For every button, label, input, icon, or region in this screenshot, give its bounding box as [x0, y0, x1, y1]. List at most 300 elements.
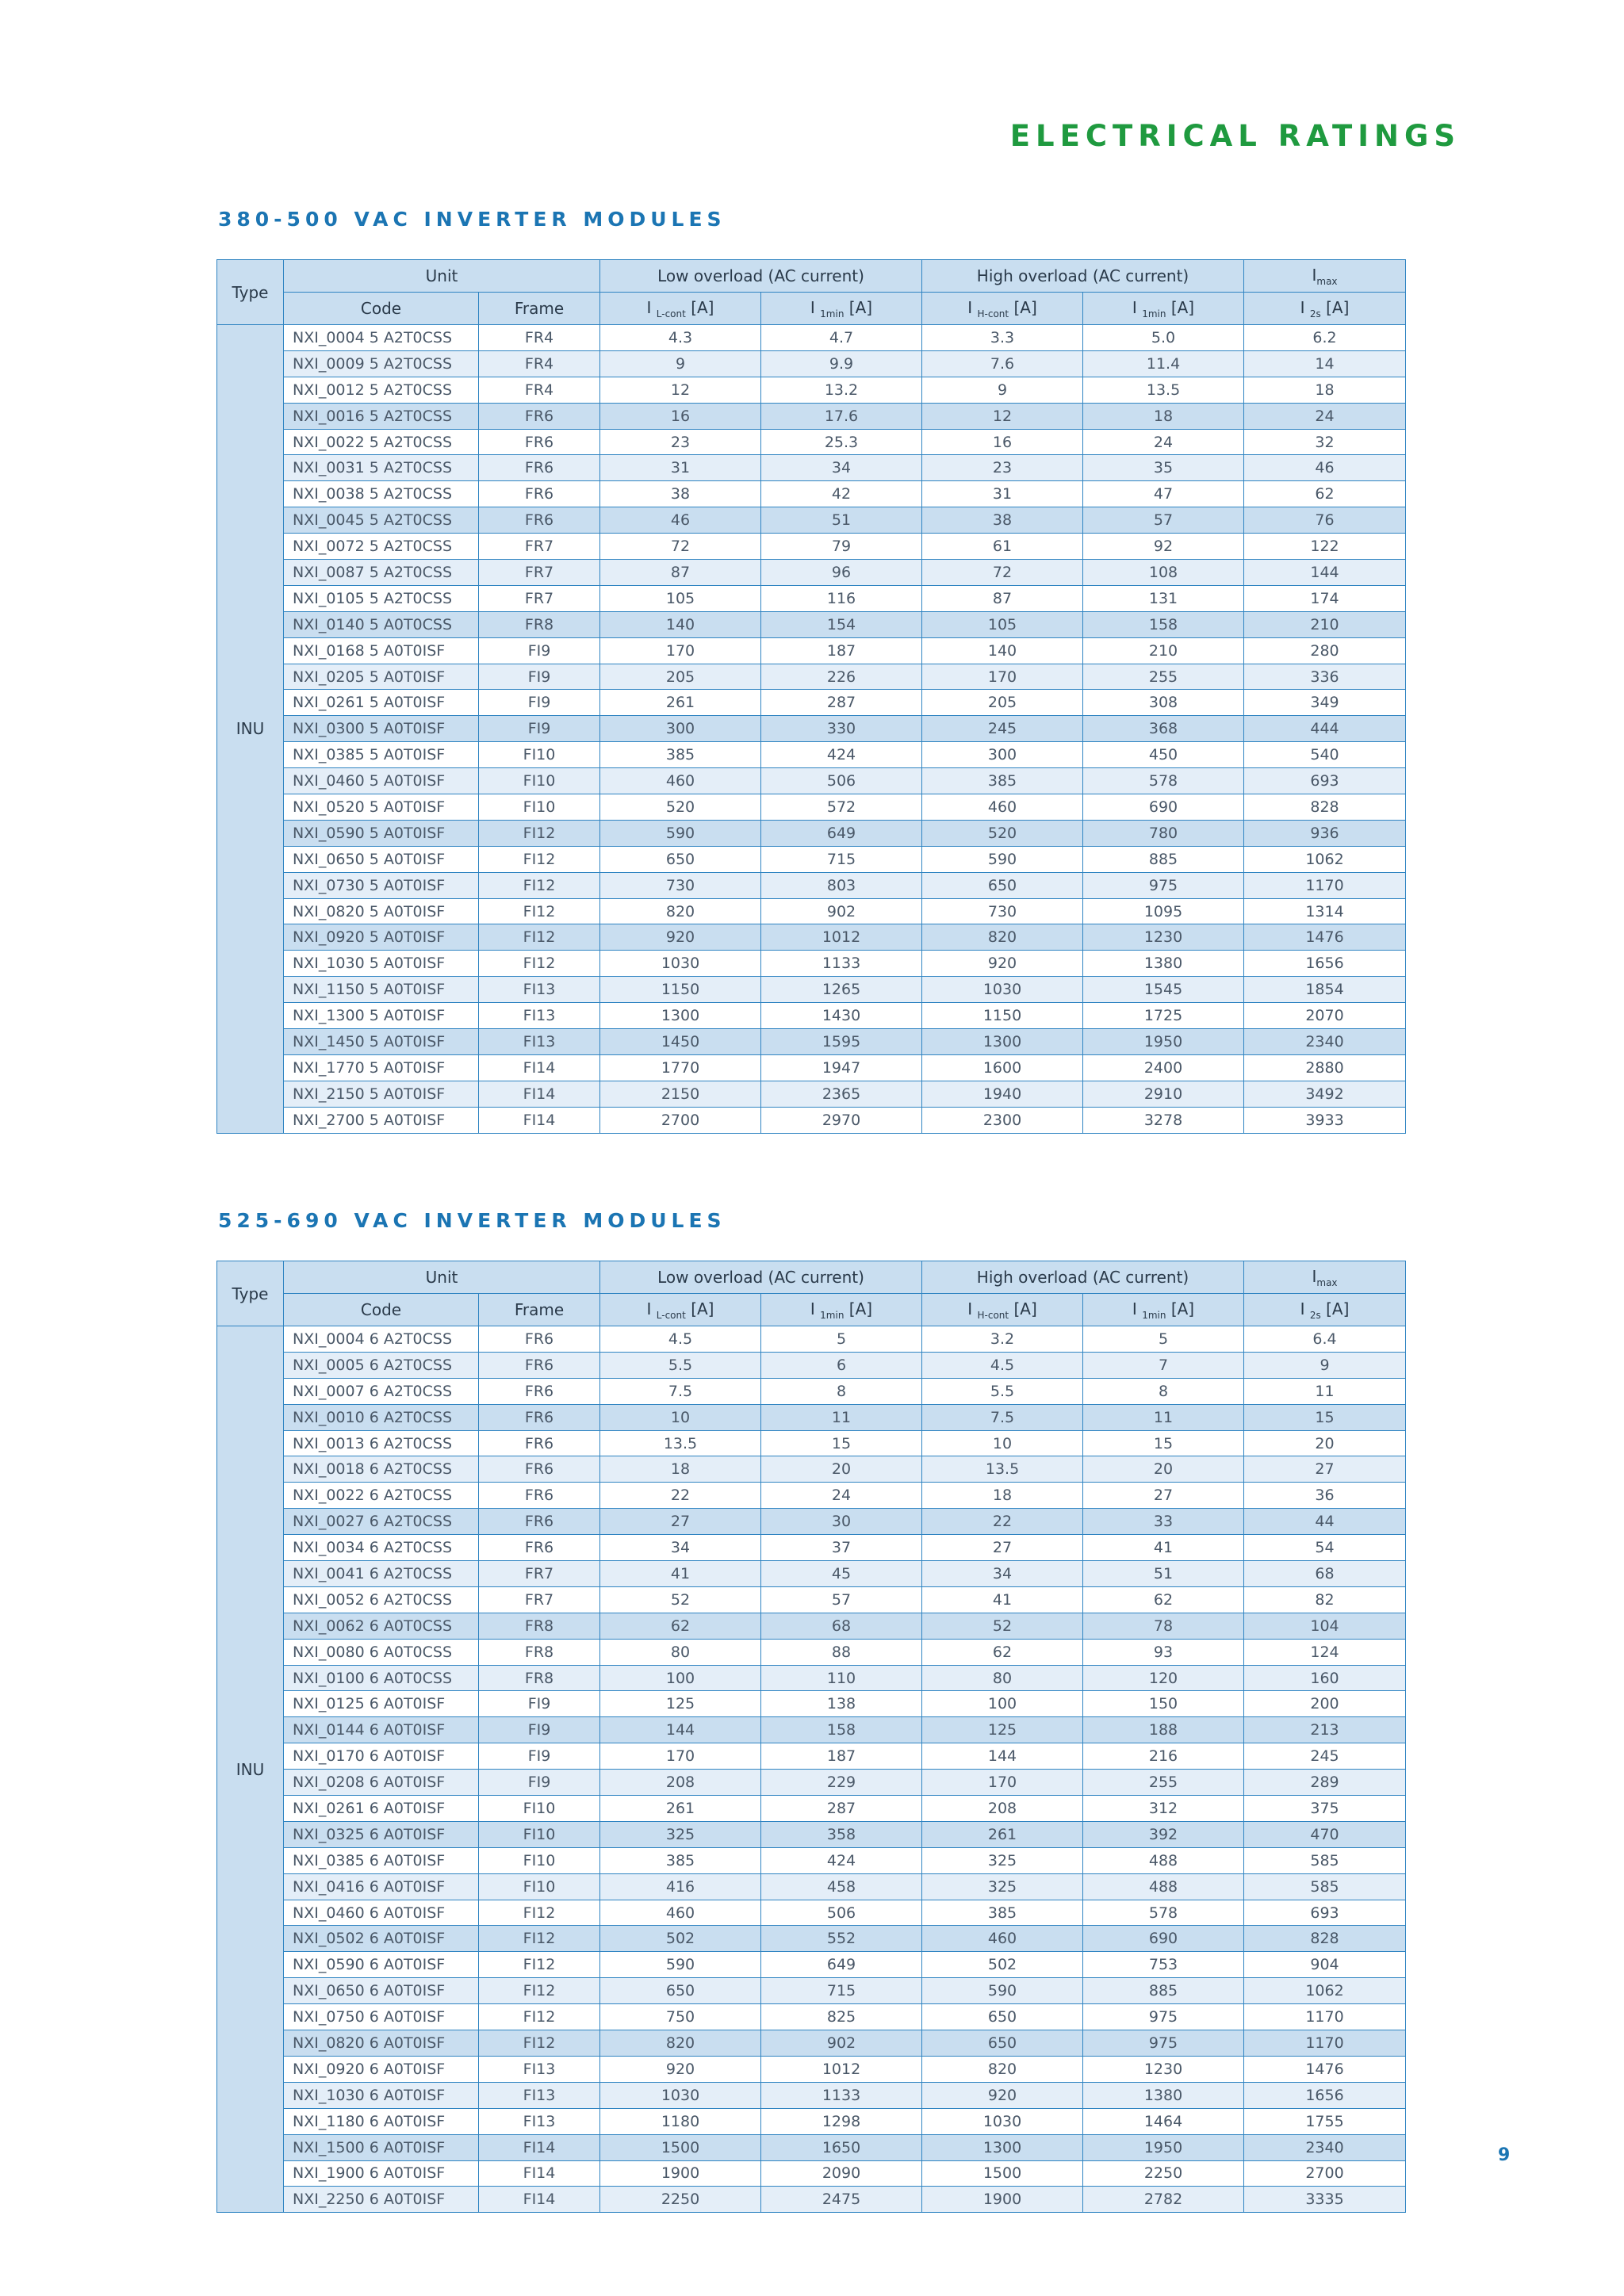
- ih-cont-cell: 261: [922, 1821, 1083, 1847]
- ih-cont-cell: 140: [922, 637, 1083, 664]
- code-cell: NXI_0460 6 A0T0ISF: [284, 1900, 479, 1926]
- code-cell: NXI_0261 6 A0T0ISF: [284, 1796, 479, 1822]
- code-cell: NXI_0062 6 A0T0CSS: [284, 1613, 479, 1639]
- ih-1min-cell: 312: [1083, 1796, 1244, 1822]
- code-cell: NXI_0031 5 A2T0CSS: [284, 455, 479, 481]
- il-1min-cell: 424: [761, 1847, 922, 1873]
- ih-1min-cell: 450: [1083, 742, 1244, 768]
- frame-cell: FI13: [479, 2082, 600, 2108]
- frame-cell: FR6: [479, 481, 600, 507]
- code-cell: NXI_0052 6 A2T0CSS: [284, 1586, 479, 1613]
- ih-1min-cell: 1464: [1083, 2108, 1244, 2134]
- ih-cont-cell: 7.6: [922, 350, 1083, 377]
- i2s-cell: 24: [1244, 403, 1406, 429]
- code-cell: NXI_0144 6 A0T0ISF: [284, 1717, 479, 1743]
- ih-1min-cell: 488: [1083, 1847, 1244, 1873]
- ih-1min-cell: 578: [1083, 1900, 1244, 1926]
- il-cont-cell: 105: [600, 585, 761, 611]
- frame-cell: FI9: [479, 637, 600, 664]
- frame-cell: FI9: [479, 664, 600, 690]
- il-1min-cell: 37: [761, 1535, 922, 1561]
- i2s-cell: 160: [1244, 1665, 1406, 1691]
- ih-cont-cell: 41: [922, 1586, 1083, 1613]
- ih-cont-cell: 62: [922, 1639, 1083, 1665]
- il-1min-cell: 715: [761, 846, 922, 872]
- table-row: [217, 1821, 1406, 1847]
- code-cell: NXI_0920 6 A0T0ISF: [284, 2056, 479, 2082]
- i2s-cell: 124: [1244, 1639, 1406, 1665]
- ih-cont-cell: 13.5: [922, 1456, 1083, 1483]
- table-row: [217, 1900, 1406, 1926]
- frame-cell: FI14: [479, 1107, 600, 1133]
- il-1min-cell: 715: [761, 1978, 922, 2004]
- ih-cont-cell: 52: [922, 1613, 1083, 1639]
- ih-1min-cell: 308: [1083, 690, 1244, 716]
- il-cont-cell: 590: [600, 820, 761, 846]
- frame-cell: FR6: [479, 403, 600, 429]
- il-cont-cell: 1030: [600, 951, 761, 977]
- table-row: [217, 1326, 1406, 1353]
- il-1min-cell: 1947: [761, 1054, 922, 1081]
- code-cell: NXI_0018 6 A2T0CSS: [284, 1456, 479, 1483]
- il-cont-cell: 140: [600, 611, 761, 637]
- code-cell: NXI_0590 5 A0T0ISF: [284, 820, 479, 846]
- il-1min-cell: 158: [761, 1717, 922, 1743]
- il-1min-cell: 187: [761, 1743, 922, 1770]
- code-cell: NXI_0027 6 A2T0CSS: [284, 1509, 479, 1535]
- ih-cont-cell: 520: [922, 820, 1083, 846]
- ih-cont-cell: 2300: [922, 1107, 1083, 1133]
- ih-cont-cell: 300: [922, 742, 1083, 768]
- table-row: [217, 977, 1406, 1003]
- il-1min-cell: 287: [761, 690, 922, 716]
- ih-cont-cell: 3.3: [922, 325, 1083, 351]
- table-row: [217, 1978, 1406, 2004]
- il-cont-cell: 38: [600, 481, 761, 507]
- table-row: [217, 1352, 1406, 1378]
- il-cont-cell: 385: [600, 1847, 761, 1873]
- frame-cell: FR8: [479, 1665, 600, 1691]
- il-1min-header: I $_{1min}$ [A]: [761, 293, 922, 325]
- ih-cont-cell: 1300: [922, 1029, 1083, 1055]
- code-cell: NXI_1450 5 A0T0ISF: [284, 1029, 479, 1055]
- frame-cell: FI14: [479, 1081, 600, 1107]
- il-cont-cell: 22: [600, 1483, 761, 1509]
- ih-1min-cell: 885: [1083, 846, 1244, 872]
- i2s-cell: 904: [1244, 1952, 1406, 1978]
- ih-1min-cell: 27: [1083, 1483, 1244, 1509]
- table-row: [217, 2160, 1406, 2187]
- code-cell: NXI_0168 5 A0T0ISF: [284, 637, 479, 664]
- frame-cell: FI10: [479, 768, 600, 794]
- table-row: [217, 1926, 1406, 1952]
- ih-cont-cell: 144: [922, 1743, 1083, 1770]
- ih-cont-cell: 34: [922, 1561, 1083, 1587]
- code-cell: NXI_0205 5 A0T0ISF: [284, 664, 479, 690]
- imax-header: $I_{max}$: [1244, 1261, 1406, 1294]
- i2s-cell: 15: [1244, 1404, 1406, 1430]
- i2s-cell: 2070: [1244, 1003, 1406, 1029]
- il-1min-cell: 649: [761, 1952, 922, 1978]
- ih-1min-cell: 2782: [1083, 2187, 1244, 2213]
- table-row: [217, 2030, 1406, 2057]
- frame-cell: FR7: [479, 1586, 600, 1613]
- code-cell: NXI_0300 5 A0T0ISF: [284, 716, 479, 742]
- section-title-380-500: 380-500 VAC INVERTER MODULES: [218, 208, 726, 231]
- il-1min-cell: 30: [761, 1509, 922, 1535]
- frame-cell: FI9: [479, 690, 600, 716]
- ih-1min-cell: 78: [1083, 1613, 1244, 1639]
- i2s-cell: 3335: [1244, 2187, 1406, 2213]
- frame-cell: FI13: [479, 1003, 600, 1029]
- table-row: [217, 742, 1406, 768]
- ih-cont-cell: 1300: [922, 2134, 1083, 2160]
- table-row: [217, 1770, 1406, 1796]
- type-header: Type: [217, 1261, 284, 1326]
- i2s-cell: 828: [1244, 1926, 1406, 1952]
- il-cont-cell: 27: [600, 1509, 761, 1535]
- il-cont-cell: 52: [600, 1586, 761, 1613]
- ih-cont-cell: 3.2: [922, 1326, 1083, 1353]
- il-1min-cell: 552: [761, 1926, 922, 1952]
- code-cell: NXI_0820 6 A0T0ISF: [284, 2030, 479, 2057]
- frame-cell: FI12: [479, 1978, 600, 2004]
- il-1min-cell: 110: [761, 1665, 922, 1691]
- ih-cont-cell: 12: [922, 403, 1083, 429]
- code-cell: NXI_0261 5 A0T0ISF: [284, 690, 479, 716]
- i2s-cell: 349: [1244, 690, 1406, 716]
- frame-cell: FI9: [479, 1743, 600, 1770]
- ih-1min-cell: 1950: [1083, 2134, 1244, 2160]
- il-1min-cell: 229: [761, 1770, 922, 1796]
- il-1min-cell: 1298: [761, 2108, 922, 2134]
- frame-cell: FR4: [479, 350, 600, 377]
- code-cell: NXI_0105 5 A2T0CSS: [284, 585, 479, 611]
- table-row: [217, 325, 1406, 351]
- ih-1min-cell: 47: [1083, 481, 1244, 507]
- il-cont-cell: 2700: [600, 1107, 761, 1133]
- ih-1min-cell: 15: [1083, 1430, 1244, 1456]
- type-header: Type: [217, 260, 284, 325]
- il-1min-cell: 1133: [761, 2082, 922, 2108]
- i2s-cell: 200: [1244, 1691, 1406, 1717]
- il-1min-cell: 649: [761, 820, 922, 846]
- ih-cont-cell: 385: [922, 768, 1083, 794]
- il-1min-cell: 1265: [761, 977, 922, 1003]
- ih-1min-cell: 131: [1083, 585, 1244, 611]
- ih-cont-cell: 1500: [922, 2160, 1083, 2187]
- il-cont-cell: 72: [600, 534, 761, 560]
- i2s-header: I $_{2s}$ [A]: [1244, 1294, 1406, 1326]
- table-row: [217, 1873, 1406, 1900]
- il-1min-cell: 287: [761, 1796, 922, 1822]
- il-cont-cell: 920: [600, 924, 761, 951]
- il-cont-cell: 16: [600, 403, 761, 429]
- code-cell: NXI_1300 5 A0T0ISF: [284, 1003, 479, 1029]
- i2s-cell: 1755: [1244, 2108, 1406, 2134]
- frame-cell: FR6: [479, 1326, 600, 1353]
- code-cell: NXI_1180 6 A0T0ISF: [284, 2108, 479, 2134]
- table-row: [217, 585, 1406, 611]
- il-cont-cell: 920: [600, 2056, 761, 2082]
- il-1min-cell: 1012: [761, 2056, 922, 2082]
- il-cont-cell: 460: [600, 768, 761, 794]
- il-cont-cell: 502: [600, 1926, 761, 1952]
- ih-cont-cell: 1940: [922, 1081, 1083, 1107]
- ih-cont-cell: 125: [922, 1717, 1083, 1743]
- code-cell: NXI_0072 5 A2T0CSS: [284, 534, 479, 560]
- i2s-cell: 6.2: [1244, 325, 1406, 351]
- table-row: [217, 377, 1406, 403]
- il-1min-cell: 803: [761, 872, 922, 898]
- table-row: [217, 1665, 1406, 1691]
- code-cell: NXI_0820 5 A0T0ISF: [284, 898, 479, 924]
- i2s-cell: 1314: [1244, 898, 1406, 924]
- i2s-cell: 27: [1244, 1456, 1406, 1483]
- frame-cell: FI12: [479, 898, 600, 924]
- ih-1min-cell: 488: [1083, 1873, 1244, 1900]
- code-cell: NXI_0016 5 A2T0CSS: [284, 403, 479, 429]
- table-row: [217, 507, 1406, 534]
- code-cell: NXI_0416 6 A0T0ISF: [284, 1873, 479, 1900]
- il-cont-cell: 2250: [600, 2187, 761, 2213]
- il-cont-cell: 750: [600, 2004, 761, 2030]
- table-row: [217, 403, 1406, 429]
- code-cell: NXI_0087 5 A2T0CSS: [284, 560, 479, 586]
- il-cont-cell: 416: [600, 1873, 761, 1900]
- il-1min-cell: 9.9: [761, 350, 922, 377]
- frame-cell: FR6: [479, 429, 600, 455]
- ih-1min-cell: 33: [1083, 1509, 1244, 1535]
- ih-1min-cell: 578: [1083, 768, 1244, 794]
- ih-cont-cell: 38: [922, 507, 1083, 534]
- ih-cont-cell: 87: [922, 585, 1083, 611]
- ih-cont-cell: 920: [922, 2082, 1083, 2108]
- table-row: [217, 690, 1406, 716]
- i2s-cell: 1476: [1244, 2056, 1406, 2082]
- il-cont-cell: 261: [600, 1796, 761, 1822]
- code-cell: NXI_0170 6 A0T0ISF: [284, 1743, 479, 1770]
- table-row: [217, 924, 1406, 951]
- table-row: [217, 429, 1406, 455]
- code-header: Code: [284, 1294, 479, 1326]
- il-1min-cell: 1595: [761, 1029, 922, 1055]
- table-row: [217, 2187, 1406, 2213]
- table-row: [217, 1430, 1406, 1456]
- i2s-cell: 6.4: [1244, 1326, 1406, 1353]
- il-1min-cell: 20: [761, 1456, 922, 1483]
- i2s-cell: 2700: [1244, 2160, 1406, 2187]
- section-title-525-690: 525-690 VAC INVERTER MODULES: [218, 1209, 726, 1232]
- table-row: [217, 350, 1406, 377]
- frame-cell: FR8: [479, 1613, 600, 1639]
- frame-header: Frame: [479, 1294, 600, 1326]
- ih-cont-cell: 325: [922, 1873, 1083, 1900]
- il-cont-cell: 1150: [600, 977, 761, 1003]
- table-row: [217, 1717, 1406, 1743]
- ih-1min-cell: 120: [1083, 1665, 1244, 1691]
- low-overload-header: Low overload (AC current): [600, 1261, 922, 1294]
- table-row: [217, 2056, 1406, 2082]
- i2s-cell: 1170: [1244, 872, 1406, 898]
- il-cont-cell: 1450: [600, 1029, 761, 1055]
- il-cont-cell: 205: [600, 664, 761, 690]
- table-row: [217, 1613, 1406, 1639]
- ih-1min-header: I $_{1min}$ [A]: [1083, 1294, 1244, 1326]
- ih-1min-cell: 24: [1083, 429, 1244, 455]
- il-cont-cell: 1300: [600, 1003, 761, 1029]
- frame-cell: FR7: [479, 534, 600, 560]
- code-cell: NXI_0460 5 A0T0ISF: [284, 768, 479, 794]
- il-cont-cell: 650: [600, 846, 761, 872]
- il-1min-cell: 825: [761, 2004, 922, 2030]
- i2s-cell: 104: [1244, 1613, 1406, 1639]
- table-row: [217, 898, 1406, 924]
- il-cont-cell: 300: [600, 716, 761, 742]
- ih-cont-cell: 170: [922, 664, 1083, 690]
- code-cell: NXI_0502 6 A0T0ISF: [284, 1926, 479, 1952]
- ih-1min-cell: 188: [1083, 1717, 1244, 1743]
- i2s-header: I $_{2s}$ [A]: [1244, 293, 1406, 325]
- il-cont-cell: 1500: [600, 2134, 761, 2160]
- code-cell: NXI_0100 6 A0T0CSS: [284, 1665, 479, 1691]
- unit-header: Unit: [284, 1261, 600, 1294]
- table-row: [217, 534, 1406, 560]
- frame-cell: FR7: [479, 1561, 600, 1587]
- frame-cell: FI10: [479, 1873, 600, 1900]
- code-cell: NXI_0650 5 A0T0ISF: [284, 846, 479, 872]
- frame-cell: FI13: [479, 2108, 600, 2134]
- frame-cell: FI12: [479, 924, 600, 951]
- frame-cell: FI14: [479, 2134, 600, 2160]
- table-row: [217, 768, 1406, 794]
- ih-cont-cell: 105: [922, 611, 1083, 637]
- code-cell: NXI_0004 6 A2T0CSS: [284, 1326, 479, 1353]
- code-cell: NXI_0005 6 A2T0CSS: [284, 1352, 479, 1378]
- il-1min-cell: 1650: [761, 2134, 922, 2160]
- code-cell: NXI_0385 6 A0T0ISF: [284, 1847, 479, 1873]
- table-row: [217, 2108, 1406, 2134]
- i2s-cell: 144: [1244, 560, 1406, 586]
- ih-1min-cell: 13.5: [1083, 377, 1244, 403]
- il-cont-cell: 1770: [600, 1054, 761, 1081]
- il-cont-header: I $_{L-cont}$ [A]: [600, 1294, 761, 1326]
- frame-cell: FI12: [479, 1900, 600, 1926]
- il-1min-cell: 6: [761, 1352, 922, 1378]
- il-1min-cell: 187: [761, 637, 922, 664]
- frame-cell: FI13: [479, 977, 600, 1003]
- i2s-cell: 36: [1244, 1483, 1406, 1509]
- ih-1min-cell: 392: [1083, 1821, 1244, 1847]
- i2s-cell: 3492: [1244, 1081, 1406, 1107]
- il-cont-cell: 7.5: [600, 1378, 761, 1404]
- low-overload-header: Low overload (AC current): [600, 260, 922, 293]
- ih-1min-cell: 885: [1083, 1978, 1244, 2004]
- ih-cont-cell: 10: [922, 1430, 1083, 1456]
- il-cont-cell: 46: [600, 507, 761, 534]
- i2s-cell: 32: [1244, 429, 1406, 455]
- table-row: [217, 2134, 1406, 2160]
- il-1min-cell: 51: [761, 507, 922, 534]
- il-cont-cell: 730: [600, 872, 761, 898]
- table-row: [217, 1404, 1406, 1430]
- code-cell: NXI_0140 5 A0T0CSS: [284, 611, 479, 637]
- il-1min-cell: 572: [761, 794, 922, 821]
- il-1min-cell: 34: [761, 455, 922, 481]
- table-row: [217, 794, 1406, 821]
- il-cont-cell: 261: [600, 690, 761, 716]
- ih-1min-cell: 690: [1083, 1926, 1244, 1952]
- frame-cell: FR6: [479, 507, 600, 534]
- high-overload-header: High overload (AC current): [922, 1261, 1244, 1294]
- il-1min-cell: 8: [761, 1378, 922, 1404]
- il-1min-cell: 42: [761, 481, 922, 507]
- frame-cell: FR6: [479, 1352, 600, 1378]
- table-row: [217, 611, 1406, 637]
- il-cont-cell: 820: [600, 2030, 761, 2057]
- ih-1min-cell: 975: [1083, 2004, 1244, 2030]
- ih-1min-cell: 975: [1083, 2030, 1244, 2057]
- ih-cont-cell: 1030: [922, 977, 1083, 1003]
- i2s-cell: 693: [1244, 1900, 1406, 1926]
- frame-cell: FR8: [479, 611, 600, 637]
- i2s-cell: 62: [1244, 481, 1406, 507]
- frame-cell: FI9: [479, 1770, 600, 1796]
- ih-1min-cell: 108: [1083, 560, 1244, 586]
- i2s-cell: 585: [1244, 1847, 1406, 1873]
- il-cont-cell: 4.3: [600, 325, 761, 351]
- table-row: [217, 1081, 1406, 1107]
- table-row: [217, 1561, 1406, 1587]
- table-row: [217, 560, 1406, 586]
- il-1min-cell: 1012: [761, 924, 922, 951]
- code-cell: NXI_2700 5 A0T0ISF: [284, 1107, 479, 1133]
- table-row: [217, 716, 1406, 742]
- code-cell: NXI_1500 6 A0T0ISF: [284, 2134, 479, 2160]
- table-row: [217, 1456, 1406, 1483]
- frame-cell: FI12: [479, 951, 600, 977]
- ih-cont-cell: 5.5: [922, 1378, 1083, 1404]
- ih-cont-cell: 22: [922, 1509, 1083, 1535]
- ih-cont-cell: 460: [922, 794, 1083, 821]
- i2s-cell: 174: [1244, 585, 1406, 611]
- frame-cell: FI14: [479, 2160, 600, 2187]
- il-cont-cell: 650: [600, 1978, 761, 2004]
- frame-cell: FR6: [479, 1456, 600, 1483]
- i2s-cell: 14: [1244, 350, 1406, 377]
- table-row: [217, 2082, 1406, 2108]
- code-cell: NXI_0013 6 A2T0CSS: [284, 1430, 479, 1456]
- ih-1min-cell: 93: [1083, 1639, 1244, 1665]
- table-row: [217, 1054, 1406, 1081]
- ih-1min-cell: 1095: [1083, 898, 1244, 924]
- i2s-cell: 1656: [1244, 951, 1406, 977]
- il-cont-cell: 144: [600, 1717, 761, 1743]
- il-1min-cell: 330: [761, 716, 922, 742]
- ih-cont-cell: 325: [922, 1847, 1083, 1873]
- il-1min-cell: 2970: [761, 1107, 922, 1133]
- code-cell: NXI_0590 6 A0T0ISF: [284, 1952, 479, 1978]
- code-cell: NXI_0125 6 A0T0ISF: [284, 1691, 479, 1717]
- frame-header: Frame: [479, 293, 600, 325]
- il-1min-cell: 13.2: [761, 377, 922, 403]
- ih-cont-cell: 16: [922, 429, 1083, 455]
- i2s-cell: 2340: [1244, 1029, 1406, 1055]
- frame-cell: FI13: [479, 2056, 600, 2082]
- frame-cell: FR4: [479, 377, 600, 403]
- code-cell: NXI_0208 6 A0T0ISF: [284, 1770, 479, 1796]
- table-row: [217, 1847, 1406, 1873]
